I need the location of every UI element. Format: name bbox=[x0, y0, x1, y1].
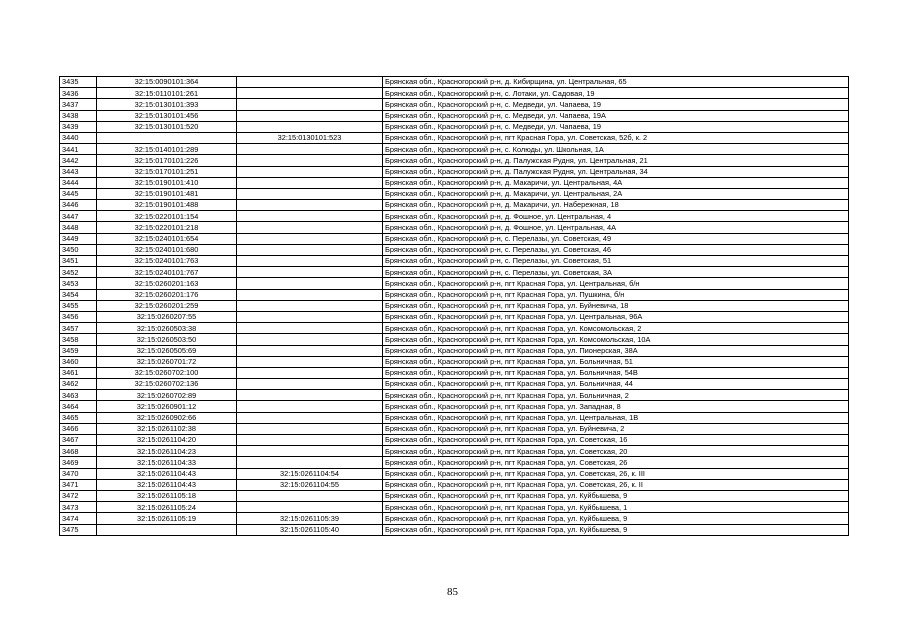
table-row bbox=[60, 267, 849, 278]
table-row bbox=[60, 188, 849, 199]
row-number-cell: 3446 bbox=[60, 200, 97, 211]
related-cadastral-number-cell bbox=[237, 446, 383, 457]
table-row bbox=[60, 435, 849, 446]
table-row bbox=[60, 177, 849, 188]
row-number-cell: 3451 bbox=[60, 256, 97, 267]
cadastral-number-cell: 32:15:0261104:20 bbox=[97, 435, 237, 446]
related-cadastral-number-cell bbox=[237, 188, 383, 199]
row-number-cell: 3457 bbox=[60, 323, 97, 334]
address-cell: Брянская обл., Красногорский р-н, пгт Красная Гора, ул. Советская, 20 bbox=[383, 446, 849, 457]
address-cell: Брянская обл., Красногорский р-н, с. Колюды, ул. Школьная, 1А bbox=[383, 144, 849, 155]
address-cell: Брянская обл., Красногорский р-н, д. Макаричи, ул. Центральная, 4А bbox=[383, 177, 849, 188]
row-number-cell: 3460 bbox=[60, 356, 97, 367]
table-row bbox=[60, 345, 849, 356]
table-row bbox=[60, 211, 849, 222]
cadastral-number-cell: 32:15:0130101:520 bbox=[97, 121, 237, 132]
registry-table-body bbox=[60, 77, 849, 536]
cadastral-number-cell: 32:15:0260201:176 bbox=[97, 289, 237, 300]
address-cell: Брянская обл., Красногорский р-н, д. Фошное, ул. Центральная, 4 bbox=[383, 211, 849, 222]
row-number-cell: 3459 bbox=[60, 345, 97, 356]
table-row bbox=[60, 110, 849, 121]
address-cell: Брянская обл., Красногорский р-н, д. Макаричи, ул. Центральная, 2А bbox=[383, 188, 849, 199]
cadastral-number-cell: 32:15:0240101:654 bbox=[97, 233, 237, 244]
row-number-cell: 3450 bbox=[60, 244, 97, 255]
related-cadastral-number-cell: 32:15:0261104:55 bbox=[237, 479, 383, 490]
row-number-cell: 3469 bbox=[60, 457, 97, 468]
table-row bbox=[60, 502, 849, 513]
table-row bbox=[60, 468, 849, 479]
cadastral-number-cell bbox=[97, 524, 237, 535]
related-cadastral-number-cell bbox=[237, 88, 383, 99]
row-number-cell: 3447 bbox=[60, 211, 97, 222]
related-cadastral-number-cell bbox=[237, 423, 383, 434]
table-row bbox=[60, 490, 849, 501]
row-number-cell: 3453 bbox=[60, 278, 97, 289]
cadastral-number-cell: 32:15:0260901:12 bbox=[97, 401, 237, 412]
address-cell: Брянская обл., Красногорский р-н, пгт Красная Гора, ул. Пионерская, 38А bbox=[383, 345, 849, 356]
table-row bbox=[60, 77, 849, 88]
table-row bbox=[60, 513, 849, 524]
cadastral-number-cell: 32:15:0190101:410 bbox=[97, 177, 237, 188]
cadastral-number-cell: 32:15:0240101:763 bbox=[97, 256, 237, 267]
row-number-cell: 3437 bbox=[60, 99, 97, 110]
cadastral-number-cell: 32:15:0220101:218 bbox=[97, 222, 237, 233]
table-row bbox=[60, 278, 849, 289]
address-cell: Брянская обл., Красногорский р-н, пгт Красная Гора, ул. Комсомольская, 10А bbox=[383, 334, 849, 345]
address-cell: Брянская обл., Красногорский р-н, с. Лотаки, ул. Садовая, 19 bbox=[383, 88, 849, 99]
address-cell: Брянская обл., Красногорский р-н, с. Перелазы, ул. Советская, 49 bbox=[383, 233, 849, 244]
cadastral-number-cell: 32:15:0261105:24 bbox=[97, 502, 237, 513]
address-cell: Брянская обл., Красногорский р-н, пгт Красная Гора, ул. Западная, 8 bbox=[383, 401, 849, 412]
table-row bbox=[60, 367, 849, 378]
row-number-cell: 3475 bbox=[60, 524, 97, 535]
cadastral-number-cell: 32:15:0090101:364 bbox=[97, 77, 237, 88]
related-cadastral-number-cell bbox=[237, 490, 383, 501]
cadastral-number-cell: 32:15:0260201:259 bbox=[97, 300, 237, 311]
row-number-cell: 3470 bbox=[60, 468, 97, 479]
cadastral-number-cell: 32:15:0260702:89 bbox=[97, 390, 237, 401]
table-row bbox=[60, 446, 849, 457]
address-cell: Брянская обл., Красногорский р-н, д. Фошное, ул. Центральная, 4А bbox=[383, 222, 849, 233]
address-cell: Брянская обл., Красногорский р-н, пгт Красная Гора, ул. Комсомольская, 2 bbox=[383, 323, 849, 334]
row-number-cell: 3467 bbox=[60, 435, 97, 446]
cadastral-number-cell: 32:15:0261102:38 bbox=[97, 423, 237, 434]
table-row bbox=[60, 166, 849, 177]
related-cadastral-number-cell bbox=[237, 311, 383, 322]
row-number-cell: 3456 bbox=[60, 311, 97, 322]
page-number: 85 bbox=[447, 586, 458, 598]
cadastral-number-cell: 32:15:0170101:251 bbox=[97, 166, 237, 177]
row-number-cell: 3474 bbox=[60, 513, 97, 524]
table-row bbox=[60, 423, 849, 434]
table-row bbox=[60, 479, 849, 490]
cadastral-number-cell: 32:15:0240101:680 bbox=[97, 244, 237, 255]
address-cell: Брянская обл., Красногорский р-н, пгт Красная Гора, ул. Куйбышева, 9 bbox=[383, 490, 849, 501]
row-number-cell: 3445 bbox=[60, 188, 97, 199]
row-number-cell: 3448 bbox=[60, 222, 97, 233]
cadastral-number-cell: 32:15:0260201:163 bbox=[97, 278, 237, 289]
address-cell: Брянская обл., Красногорский р-н, пгт Красная Гора, ул. Больничная, 44 bbox=[383, 379, 849, 390]
related-cadastral-number-cell bbox=[237, 166, 383, 177]
cadastral-number-cell: 32:15:0240101:767 bbox=[97, 267, 237, 278]
row-number-cell: 3471 bbox=[60, 479, 97, 490]
address-cell: Брянская обл., Красногорский р-н, с. Медведи, ул. Чапаева, 19 bbox=[383, 121, 849, 132]
row-number-cell: 3473 bbox=[60, 502, 97, 513]
cadastral-number-cell: 32:15:0260902:66 bbox=[97, 412, 237, 423]
table-row bbox=[60, 88, 849, 99]
cadastral-number-cell: 32:15:0140101:289 bbox=[97, 144, 237, 155]
table-row bbox=[60, 334, 849, 345]
related-cadastral-number-cell bbox=[237, 77, 383, 88]
related-cadastral-number-cell bbox=[237, 144, 383, 155]
table-row bbox=[60, 457, 849, 468]
table-row bbox=[60, 155, 849, 166]
related-cadastral-number-cell bbox=[237, 244, 383, 255]
address-cell: Брянская обл., Красногорский р-н, д. Макаричи, ул. Набережная, 18 bbox=[383, 200, 849, 211]
row-number-cell: 3455 bbox=[60, 300, 97, 311]
address-cell: Брянская обл., Красногорский р-н, пгт Красная Гора, ул. Буйневича, 2 bbox=[383, 423, 849, 434]
cadastral-number-cell: 32:15:0260505:69 bbox=[97, 345, 237, 356]
row-number-cell: 3458 bbox=[60, 334, 97, 345]
address-cell: Брянская обл., Красногорский р-н, пгт Красная Гора, ул. Больничная, 54В bbox=[383, 367, 849, 378]
row-number-cell: 3464 bbox=[60, 401, 97, 412]
cadastral-number-cell: 32:15:0190101:481 bbox=[97, 188, 237, 199]
table-row bbox=[60, 256, 849, 267]
cadastral-number-cell: 32:15:0261104:33 bbox=[97, 457, 237, 468]
related-cadastral-number-cell bbox=[237, 110, 383, 121]
cadastral-number-cell: 32:15:0260503:38 bbox=[97, 323, 237, 334]
address-cell: Брянская обл., Красногорский р-н, пгт Красная Гора, ул. Больничная, 51 bbox=[383, 356, 849, 367]
row-number-cell: 3472 bbox=[60, 490, 97, 501]
address-cell: Брянская обл., Красногорский р-н, с. Перелазы, ул. Советская, 3А bbox=[383, 267, 849, 278]
cadastral-number-cell: 32:15:0260702:100 bbox=[97, 367, 237, 378]
address-cell: Брянская обл., Красногорский р-н, с. Медведи, ул. Чапаева, 19А bbox=[383, 110, 849, 121]
cadastral-number-cell: 32:15:0130101:456 bbox=[97, 110, 237, 121]
address-cell: Брянская обл., Красногорский р-н, с. Медведи, ул. Чапаева, 19 bbox=[383, 99, 849, 110]
related-cadastral-number-cell bbox=[237, 99, 383, 110]
row-number-cell: 3441 bbox=[60, 144, 97, 155]
row-number-cell: 3444 bbox=[60, 177, 97, 188]
related-cadastral-number-cell: 32:15:0261105:40 bbox=[237, 524, 383, 535]
cadastral-number-cell: 32:15:0260503:50 bbox=[97, 334, 237, 345]
related-cadastral-number-cell bbox=[237, 412, 383, 423]
related-cadastral-number-cell bbox=[237, 300, 383, 311]
cadastral-number-cell: 32:15:0260207:55 bbox=[97, 311, 237, 322]
address-cell: Брянская обл., Красногорский р-н, пгт Красная Гора, ул. Советская, 26 bbox=[383, 457, 849, 468]
related-cadastral-number-cell bbox=[237, 155, 383, 166]
cadastral-number-cell: 32:15:0170101:226 bbox=[97, 155, 237, 166]
address-cell: Брянская обл., Красногорский р-н, д. Кибирщина, ул. Центральная, 65 bbox=[383, 77, 849, 88]
related-cadastral-number-cell bbox=[237, 256, 383, 267]
address-cell: Брянская обл., Красногорский р-н, пгт Красная Гора, ул. Куйбышева, 9 bbox=[383, 513, 849, 524]
cadastral-number-cell: 32:15:0130101:393 bbox=[97, 99, 237, 110]
cadastral-number-cell bbox=[97, 132, 237, 143]
related-cadastral-number-cell bbox=[237, 401, 383, 412]
table-row bbox=[60, 311, 849, 322]
related-cadastral-number-cell bbox=[237, 211, 383, 222]
address-cell: Брянская обл., Красногорский р-н, с. Перелазы, ул. Советская, 51 bbox=[383, 256, 849, 267]
row-number-cell: 3443 bbox=[60, 166, 97, 177]
cadastral-number-cell: 32:15:0110101:261 bbox=[97, 88, 237, 99]
table-row bbox=[60, 99, 849, 110]
related-cadastral-number-cell bbox=[237, 323, 383, 334]
related-cadastral-number-cell: 32:15:0261105:39 bbox=[237, 513, 383, 524]
row-number-cell: 3462 bbox=[60, 379, 97, 390]
related-cadastral-number-cell bbox=[237, 334, 383, 345]
related-cadastral-number-cell bbox=[237, 267, 383, 278]
address-cell: Брянская обл., Красногорский р-н, пгт Красная Гора, ул. Советская, 52б, к. 2 bbox=[383, 132, 849, 143]
address-cell: Брянская обл., Красногорский р-н, пгт Красная Гора, ул. Советская, 26, к. II bbox=[383, 479, 849, 490]
table-row bbox=[60, 244, 849, 255]
row-number-cell: 3449 bbox=[60, 233, 97, 244]
cadastral-number-cell: 32:15:0261104:23 bbox=[97, 446, 237, 457]
cadastral-number-cell: 32:15:0261104:43 bbox=[97, 479, 237, 490]
related-cadastral-number-cell bbox=[237, 390, 383, 401]
address-cell: Брянская обл., Красногорский р-н, с. Перелазы, ул. Советская, 46 bbox=[383, 244, 849, 255]
row-number-cell: 3466 bbox=[60, 423, 97, 434]
table-row bbox=[60, 379, 849, 390]
table-row bbox=[60, 401, 849, 412]
address-cell: Брянская обл., Красногорский р-н, пгт Красная Гора, ул. Советская, 16 bbox=[383, 435, 849, 446]
related-cadastral-number-cell: 32:15:0130101:523 bbox=[237, 132, 383, 143]
row-number-cell: 3454 bbox=[60, 289, 97, 300]
related-cadastral-number-cell: 32:15:0261104:54 bbox=[237, 468, 383, 479]
address-cell: Брянская обл., Красногорский р-н, пгт Красная Гора, ул. Центральная, б/н bbox=[383, 278, 849, 289]
related-cadastral-number-cell bbox=[237, 200, 383, 211]
row-number-cell: 3438 bbox=[60, 110, 97, 121]
table-row bbox=[60, 390, 849, 401]
related-cadastral-number-cell bbox=[237, 278, 383, 289]
row-number-cell: 3435 bbox=[60, 77, 97, 88]
cadastral-number-cell: 32:15:0190101:488 bbox=[97, 200, 237, 211]
related-cadastral-number-cell bbox=[237, 457, 383, 468]
row-number-cell: 3468 bbox=[60, 446, 97, 457]
address-cell: Брянская обл., Красногорский р-н, пгт Красная Гора, ул. Куйбышева, 1 bbox=[383, 502, 849, 513]
address-cell: Брянская обл., Красногорский р-н, пгт Красная Гора, ул. Куйбышева, 9 bbox=[383, 524, 849, 535]
address-cell: Брянская обл., Красногорский р-н, д. Палужская Рудня, ул. Центральная, 34 bbox=[383, 166, 849, 177]
table-row bbox=[60, 412, 849, 423]
related-cadastral-number-cell bbox=[237, 222, 383, 233]
related-cadastral-number-cell bbox=[237, 502, 383, 513]
address-cell: Брянская обл., Красногорский р-н, пгт Красная Гора, ул. Центральная, 1В bbox=[383, 412, 849, 423]
table-row bbox=[60, 289, 849, 300]
cadastral-number-cell: 32:15:0220101:154 bbox=[97, 211, 237, 222]
row-number-cell: 3452 bbox=[60, 267, 97, 278]
address-cell: Брянская обл., Красногорский р-н, д. Палужская Рудня, ул. Центральная, 21 bbox=[383, 155, 849, 166]
related-cadastral-number-cell bbox=[237, 379, 383, 390]
registry-table bbox=[59, 76, 849, 536]
related-cadastral-number-cell bbox=[237, 233, 383, 244]
address-cell: Брянская обл., Красногорский р-н, пгт Красная Гора, ул. Буйневича, 18 bbox=[383, 300, 849, 311]
row-number-cell: 3436 bbox=[60, 88, 97, 99]
related-cadastral-number-cell bbox=[237, 356, 383, 367]
table-row bbox=[60, 222, 849, 233]
related-cadastral-number-cell bbox=[237, 367, 383, 378]
table-row bbox=[60, 132, 849, 143]
cadastral-number-cell: 32:15:0261105:18 bbox=[97, 490, 237, 501]
row-number-cell: 3461 bbox=[60, 367, 97, 378]
table-row bbox=[60, 323, 849, 334]
cadastral-number-cell: 32:15:0261104:43 bbox=[97, 468, 237, 479]
related-cadastral-number-cell bbox=[237, 345, 383, 356]
table-row bbox=[60, 121, 849, 132]
cadastral-number-cell: 32:15:0260702:136 bbox=[97, 379, 237, 390]
related-cadastral-number-cell bbox=[237, 435, 383, 446]
cadastral-number-cell: 32:15:0261105:19 bbox=[97, 513, 237, 524]
table-row bbox=[60, 144, 849, 155]
related-cadastral-number-cell bbox=[237, 289, 383, 300]
address-cell: Брянская обл., Красногорский р-н, пгт Красная Гора, ул. Пушкина, б/н bbox=[383, 289, 849, 300]
row-number-cell: 3440 bbox=[60, 132, 97, 143]
address-cell: Брянская обл., Красногорский р-н, пгт Красная Гора, ул. Больничная, 2 bbox=[383, 390, 849, 401]
related-cadastral-number-cell bbox=[237, 121, 383, 132]
row-number-cell: 3463 bbox=[60, 390, 97, 401]
related-cadastral-number-cell bbox=[237, 177, 383, 188]
table-row bbox=[60, 356, 849, 367]
table-row bbox=[60, 300, 849, 311]
address-cell: Брянская обл., Красногорский р-н, пгт Красная Гора, ул. Центральная, 96А bbox=[383, 311, 849, 322]
row-number-cell: 3465 bbox=[60, 412, 97, 423]
cadastral-number-cell: 32:15:0260701:72 bbox=[97, 356, 237, 367]
table-row bbox=[60, 233, 849, 244]
row-number-cell: 3442 bbox=[60, 155, 97, 166]
table-row bbox=[60, 200, 849, 211]
row-number-cell: 3439 bbox=[60, 121, 97, 132]
address-cell: Брянская обл., Красногорский р-н, пгт Красная Гора, ул. Советская, 26, к. III bbox=[383, 468, 849, 479]
table-row bbox=[60, 524, 849, 535]
